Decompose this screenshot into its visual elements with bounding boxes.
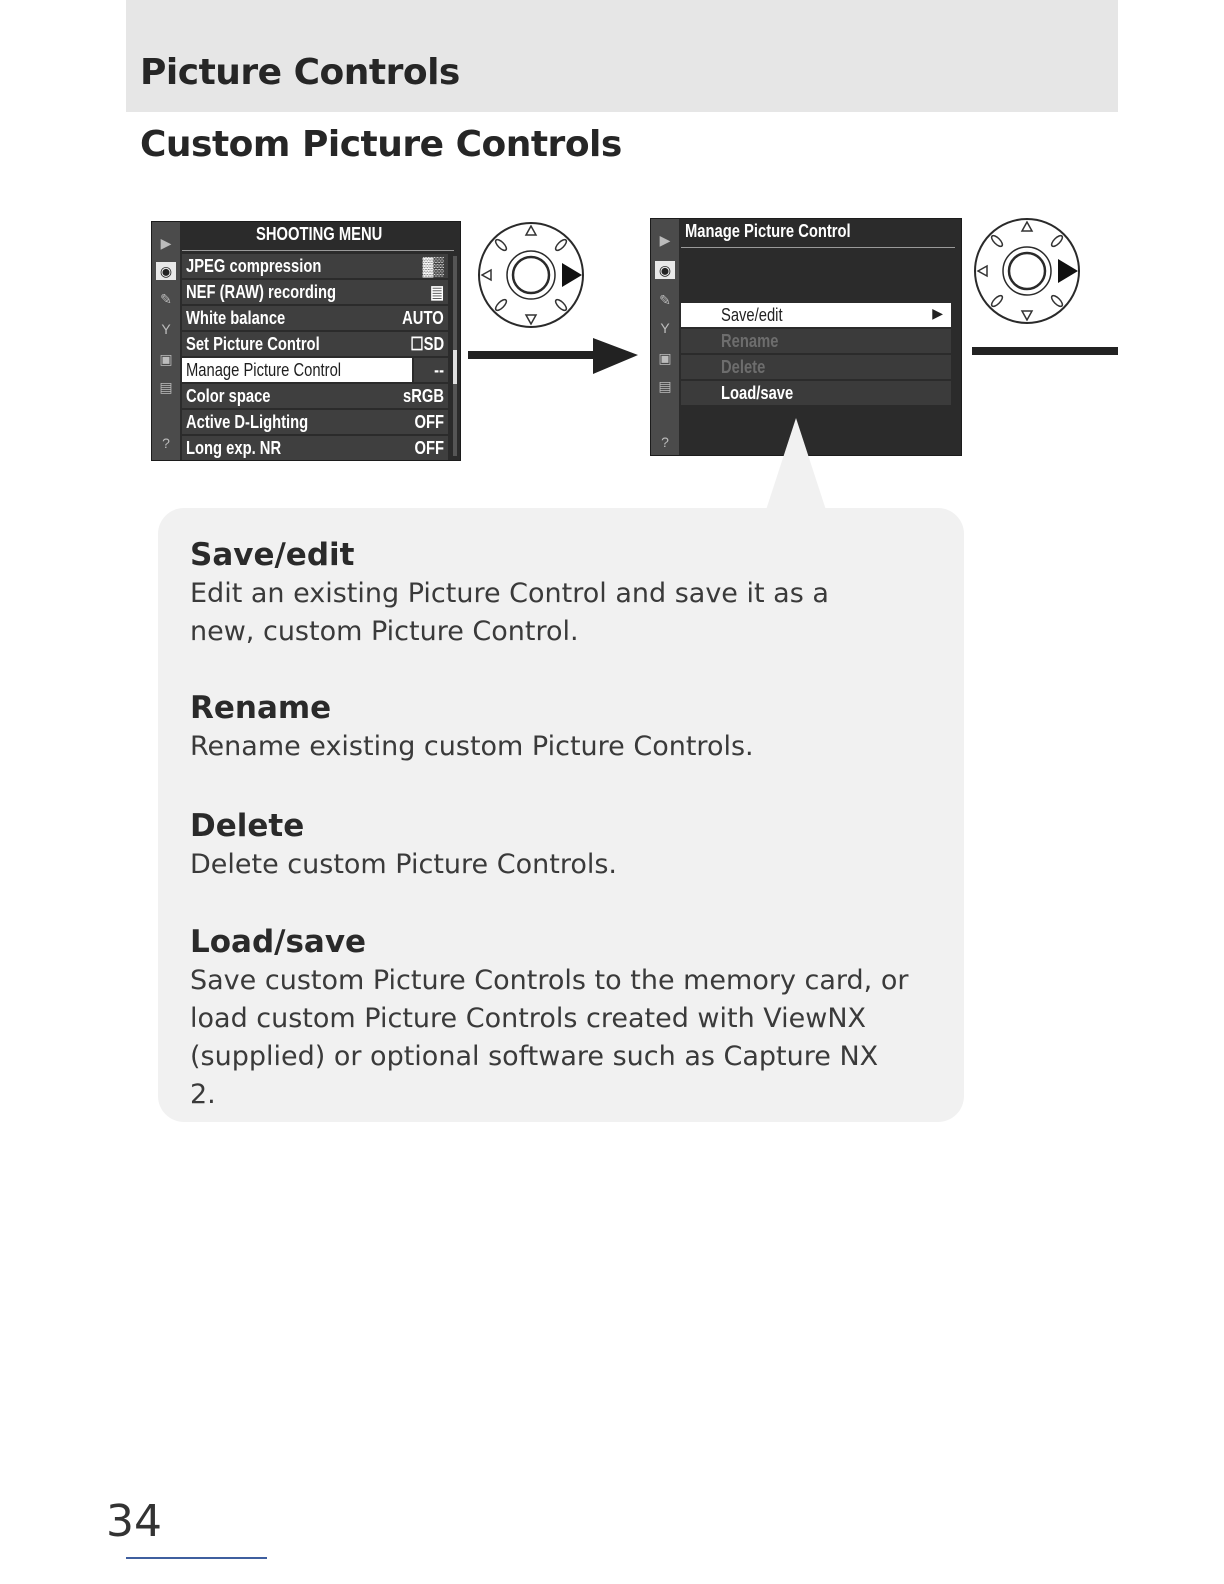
description-heading: Load/save [190, 924, 367, 960]
menu-item-value: ☐SD [410, 334, 444, 354]
manage-item-delete[interactable] [681, 355, 951, 379]
callout-pointer [766, 418, 826, 510]
menu-item-active-d-lighting[interactable] [182, 410, 448, 434]
menu-item-value: sRGB [402, 386, 444, 406]
title-divider [182, 250, 454, 251]
pencil-icon: ✎ [659, 292, 671, 308]
menu-item-label: Manage Picture Control [186, 360, 342, 380]
menu-item-nef-raw-recording[interactable] [182, 280, 448, 304]
description-rename [190, 688, 930, 766]
description-heading: Save/edit [190, 537, 355, 573]
menu-item-value: OFF [414, 412, 444, 432]
pencil-icon: ✎ [160, 291, 172, 307]
description-text: Delete custom Picture Controls. [190, 849, 617, 880]
menu-item-value: AUTO [402, 308, 444, 328]
page-number-rule [126, 1557, 267, 1559]
menu-item-value: OFF [414, 438, 444, 458]
description-heading: Delete [190, 808, 305, 844]
section-title: Picture Controls [140, 52, 460, 93]
wrench-icon: Y [660, 320, 670, 336]
multi-selector-icon [972, 216, 1082, 326]
manage-menu-title: Manage Picture Control [685, 221, 851, 241]
menu-item-label: Load/save [721, 383, 794, 403]
menu-item-label: Active D-Lighting [186, 412, 309, 432]
menu-scrollbar-thumb[interactable] [453, 350, 457, 384]
menu-item-value: -- [434, 360, 444, 380]
menu-item-white-balance[interactable] [182, 306, 448, 330]
menu-item-label: White balance [186, 308, 286, 328]
menu-tabs [651, 219, 679, 455]
menu-item-label: Color space [186, 386, 271, 406]
menu-item-color-space[interactable] [182, 384, 448, 408]
camera-icon: ◉ [655, 261, 675, 279]
playback-icon: ▶ [160, 235, 172, 251]
menu-item-value: ▓▒ [422, 256, 444, 276]
menu-item-manage-value-cell [414, 358, 448, 382]
continuation-line [972, 347, 1118, 355]
description-text: Rename existing custom Picture Controls. [190, 731, 754, 762]
description-load-save [190, 922, 930, 1114]
manage-item-rename[interactable] [681, 329, 951, 353]
description-heading: Rename [190, 690, 332, 726]
menu-item-value: ▤ [430, 282, 444, 302]
manage-item-save-edit[interactable] [681, 303, 951, 327]
recent-icon: ▤ [658, 378, 672, 394]
retouch-icon: ▣ [159, 351, 173, 367]
menu-item-label: Set Picture Control [186, 334, 320, 354]
manage-item-load-save[interactable] [681, 381, 951, 405]
multi-selector-icon [476, 220, 586, 330]
retouch-icon: ▣ [658, 350, 672, 366]
menu-item-long-exp-nr[interactable] [182, 436, 448, 460]
help-icon: ? [162, 435, 170, 451]
description-text: Save custom Picture Controls to the memory card, or load custom Picture Controls created with ViewNX (supplied) or optional software such as Capture NX 2. [190, 965, 909, 1110]
page-number: 34 [106, 1496, 162, 1547]
menu-item-jpeg-compression[interactable] [182, 254, 448, 278]
subsection-title: Custom Picture Controls [140, 124, 622, 165]
description-text: Edit an existing Picture Control and save it as a new, custom Picture Control. [190, 578, 829, 647]
shooting-menu-screen [151, 221, 461, 461]
camera-icon: ◉ [156, 262, 176, 280]
menu-item-manage-picture-control[interactable] [182, 358, 412, 382]
wrench-icon: Y [161, 321, 171, 337]
recent-icon: ▤ [159, 379, 173, 395]
menu-item-label: Rename [721, 331, 779, 351]
menu-item-label: NEF (RAW) recording [186, 282, 337, 302]
shooting-menu-title: SHOOTING MENU [256, 224, 383, 244]
menu-item-label: Delete [721, 357, 766, 377]
playback-icon: ▶ [659, 232, 671, 248]
menu-item-label: Save/edit [721, 305, 783, 325]
description-save-edit [190, 535, 930, 651]
title-divider [681, 247, 955, 248]
right-arrow-icon [468, 336, 638, 376]
description-delete [190, 806, 930, 884]
menu-item-label: JPEG compression [186, 256, 322, 276]
help-icon: ? [661, 434, 669, 450]
menu-item-set-picture-control[interactable] [182, 332, 448, 356]
caret-right-icon: ▶ [932, 305, 943, 321]
menu-tabs [152, 222, 180, 460]
menu-item-label: Long exp. NR [186, 438, 282, 458]
